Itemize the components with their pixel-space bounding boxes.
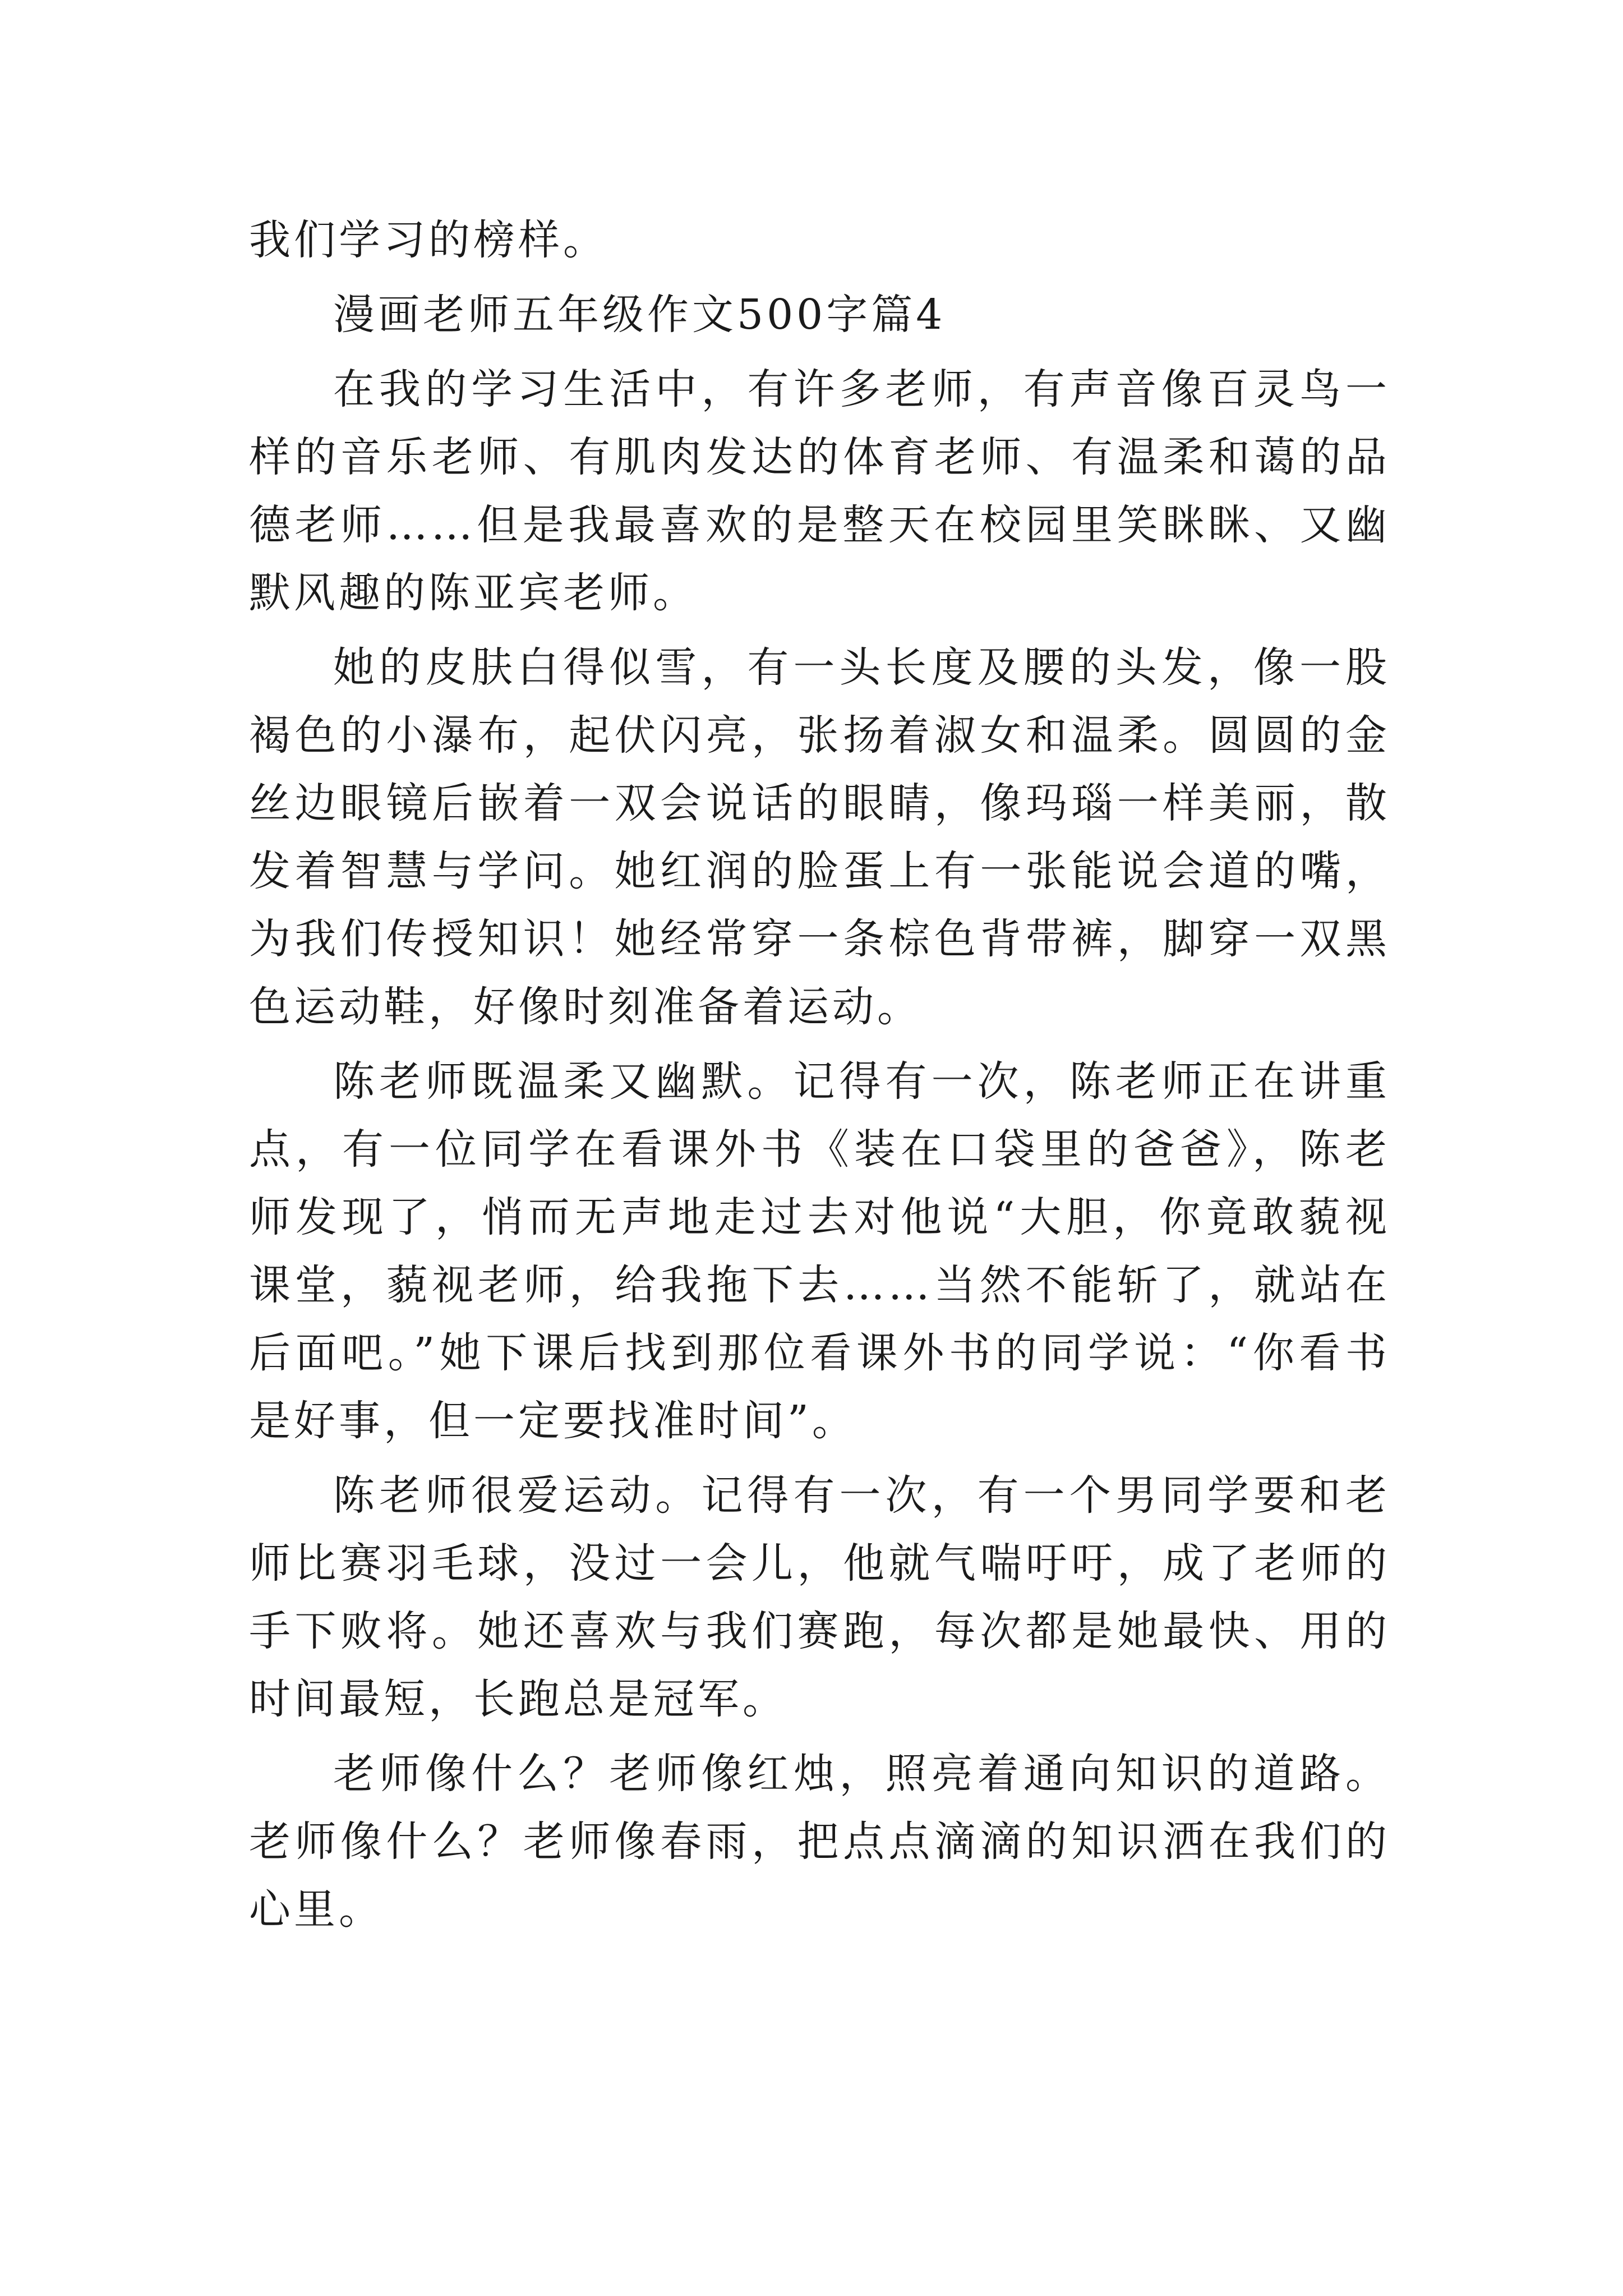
paragraph: 她的皮肤白得似雪，有一头长度及腰的头发，像一股褐色的小瀑布，起伏闪亮，张扬着淑女和温柔。圆圆的金丝边眼镜后嵌着一双会说话的眼睛，像玛瑙一样美丽，散发着智慧与学问。她红润的脸蛋上有一张能说会道的嘴，为我们传授知识！她经常穿一条棕色背带裤，脚穿一双黑色运动鞋，好像时刻准备着运动。 — [249, 643, 1390, 1031]
essay-body — [249, 206, 1390, 1950]
continuation-line: 我们学习的榜样。 — [249, 216, 608, 264]
paragraph: 陈老师很爱运动。记得有一次，有一个男同学要和老师比赛羽毛球，没过一会儿，他就气喘吁吁，成了老师的手下败将。她还喜欢与我们赛跑，每次都是她最快、用的时间最短，长跑总是冠军。 — [249, 1471, 1390, 1723]
paragraph: 老师像什么？老师像红烛，照亮着通向知识的道路。老师像什么？老师像春雨，把点点滴滴的知识洒在我们的心里。 — [249, 1750, 1390, 1934]
section-title: 漫画老师五年级作文500字篇4 — [333, 291, 946, 339]
paragraph: 陈老师既温柔又幽默。记得有一次，陈老师正在讲重点，有一位同学在看课外书《装在口袋里的爸爸》，陈老师发现了，悄而无声地走过去对他说“大胆，你竟敢藐视课堂，藐视老师，给我拖下去……当然不能斩了，就站在后面吧。”她下课后找到那位看课外书的同学说：“你看书是好事，但一定要找准时间”。 — [249, 1057, 1390, 1445]
paragraph: 在我的学习生活中，有许多老师，有声音像百灵鸟一样的音乐老师、有肌肉发达的体育老师、有温柔和蔼的品德老师……但是我最喜欢的是整天在校园里笑眯眯、又幽默风趣的陈亚宾老师。 — [249, 365, 1390, 617]
